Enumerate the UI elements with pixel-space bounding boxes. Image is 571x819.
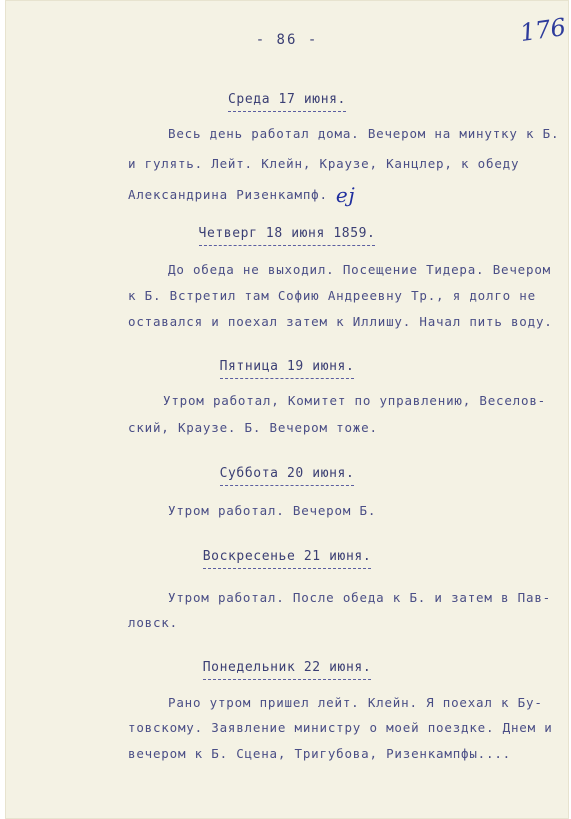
heading-underline — [228, 111, 346, 112]
entry-heading-monday — [5, 660, 569, 675]
entry-line: Утром работал, Комитет по управлению, Веселов- — [163, 393, 546, 408]
heading-text: Суббота 20 июня. — [219, 466, 355, 481]
entry-line: До обеда не выходил. Посещение Тидера. Вечером — [168, 262, 551, 277]
entry-line: ский, Краузе. Б. Вечером тоже. — [128, 420, 378, 435]
entry-heading-saturday — [5, 466, 569, 481]
entry-heading-wednesday — [5, 92, 569, 107]
heading-text: Четверг 18 июня 1859. — [198, 226, 376, 241]
heading-text: Среда 17 июня. — [228, 92, 346, 107]
entry-line: к Б. Встретил там Софию Андреевну Тр., я долго не — [128, 288, 536, 303]
entry-line: Утром работал. Вечером Б. — [168, 503, 377, 518]
page-number: - 86 - — [255, 32, 319, 48]
heading-underline — [220, 378, 355, 379]
handwritten-note: ej — [335, 183, 356, 207]
entry-line-with-note — [128, 180, 356, 207]
typewritten-page — [5, 0, 569, 819]
handwritten-archive-number: 176 — [518, 12, 568, 48]
heading-underline — [203, 679, 372, 680]
entry-heading-sunday — [5, 549, 569, 564]
heading-underline — [199, 245, 376, 246]
entry-line: и гулять. Лейт. Клейн, Краузе, Канцлер, к обеду — [128, 156, 520, 171]
heading-text: Пятница 19 июня. — [219, 359, 355, 374]
entry-line: ловск. — [128, 615, 178, 630]
entry-line: Весь день работал дома. Вечером на минутку к Б. — [168, 126, 560, 141]
heading-underline — [203, 568, 372, 569]
entry-heading-thursday — [5, 226, 569, 241]
heading-text: Воскресенье 21 июня. — [202, 549, 372, 564]
entry-line: вечером к Б. Сцена, Тригубова, Ризенкампфы.... — [128, 746, 511, 761]
heading-underline — [220, 485, 355, 486]
entry-line: Рано утром пришел лейт. Клейн. Я поехал к Бу- — [168, 695, 543, 710]
heading-text: Понедельник 22 июня. — [202, 660, 372, 675]
entry-line: Александрина Ризенкампф. — [128, 187, 328, 202]
entry-line: товскому. Заявление министру о моей поездке. Днем и — [128, 720, 553, 735]
entry-line: Утром работал. После обеда к Б. и затем в Пав- — [168, 590, 551, 605]
entry-line: оставался и поехал затем к Иллишу. Начал пить воду. — [128, 314, 553, 329]
entry-heading-friday — [5, 359, 569, 374]
